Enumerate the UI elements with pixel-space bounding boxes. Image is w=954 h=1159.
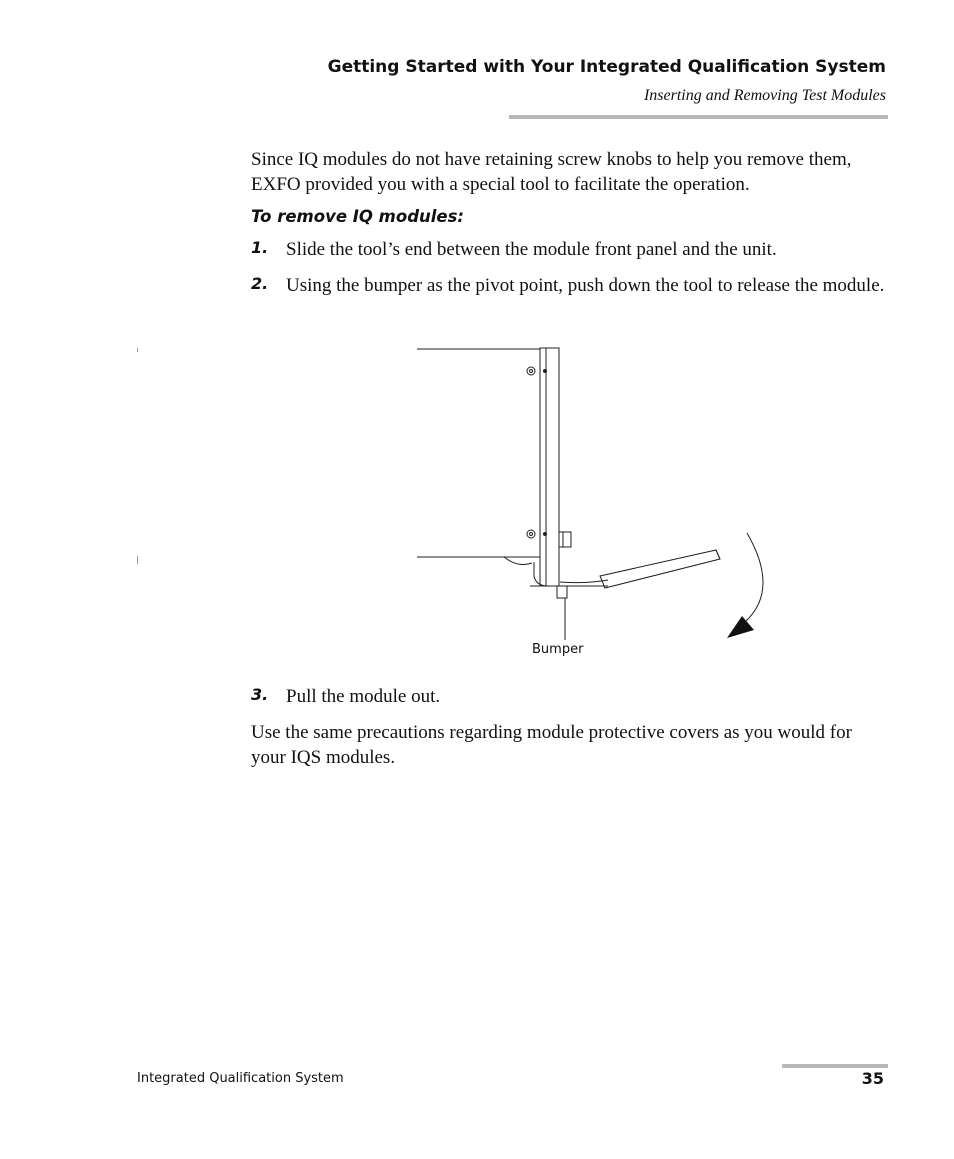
module-removal-figure xyxy=(130,340,780,670)
running-header-title: Getting Started with Your Integrated Qualification System xyxy=(327,57,886,77)
step-number: 3. xyxy=(251,685,269,704)
screw-top xyxy=(527,367,535,375)
header-rule xyxy=(509,115,888,119)
front-panel xyxy=(540,348,559,586)
side-connector xyxy=(559,532,571,547)
footer-rule xyxy=(782,1064,888,1068)
removal-tool xyxy=(600,550,720,588)
bumper-shape xyxy=(557,586,567,598)
module-removal-illustration xyxy=(130,340,780,670)
running-header-subtitle: Inserting and Removing Test Modules xyxy=(643,87,886,104)
arrow-head xyxy=(727,616,754,638)
page-number: 35 xyxy=(861,1069,884,1088)
footer-product-name: Integrated Qualification System xyxy=(137,1071,344,1086)
step-text: Slide the tool’s end between the module front panel and the unit. xyxy=(286,239,777,260)
closing-paragraph: Use the same precautions regarding module protective covers as you would for your IQS modules. xyxy=(251,722,852,768)
step-text: Pull the module out. xyxy=(286,686,441,707)
rotation-arrow xyxy=(745,533,763,622)
step-number: 1. xyxy=(251,238,269,257)
module-lip xyxy=(504,557,532,565)
procedure-title: To remove IQ modules: xyxy=(251,207,465,226)
step-number: 2. xyxy=(251,274,269,293)
bumper-label: Bumper xyxy=(532,642,584,657)
intro-paragraph: Since IQ modules do not have retaining screw knobs to help you remove them, EXFO provided you with a special tool to facilitate the operation. xyxy=(251,149,852,195)
step-text: Using the bumper as the pivot point, push down the tool to release the module. xyxy=(286,275,885,296)
screw-bottom xyxy=(527,530,535,538)
